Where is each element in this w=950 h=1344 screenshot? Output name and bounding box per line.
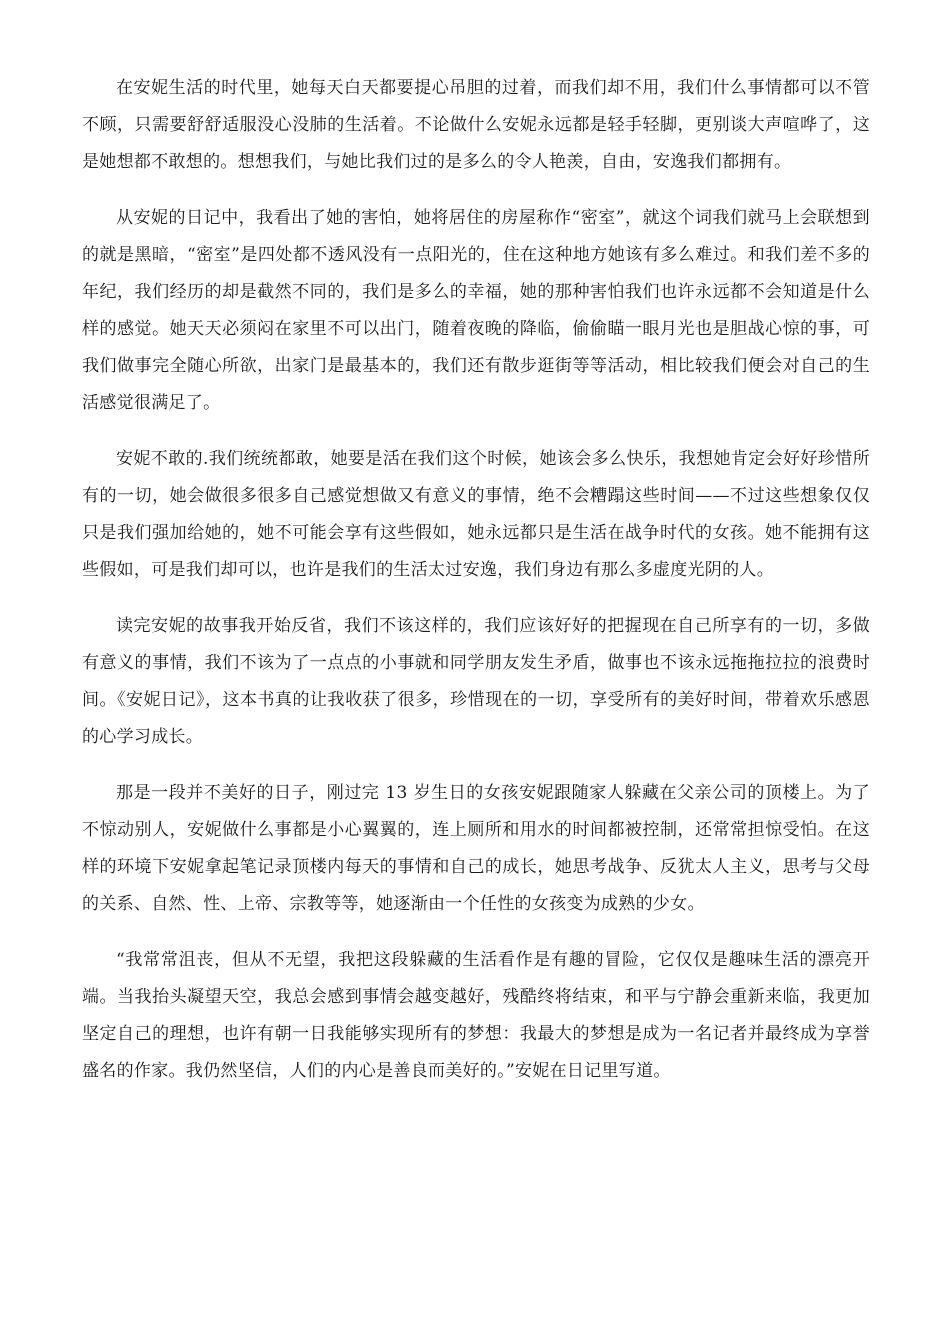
paragraph: 那是一段并不美好的日子，刚过完 13 岁生日的女孩安妮跟随家人躲藏在父亲公司的顶楼上。为了不惊动别人，安妮做什么事都是小心翼翼的，连上厕所和用水的时间都被控制，还常常担惊受怕。在这样的环境下安妮拿起笔记录顶楼内每天的事情和自己的成长，她思考战争、反犹太人主义，思考与父母的关系、自然、性、上帝、宗教等等，她逐渐由一个任性的女孩变为成熟的少女。 (82, 783, 870, 914)
paragraph: 在安妮生活的时代里，她每天白天都要提心吊胆的过着，而我们却不用，我们什么事情都可以不管不顾，只需要舒舒适服没心没肺的生活着。不论做什么安妮永远都是轻手轻脚，更别谈大声喧哗了，这是她想都不敢想的。想想我们，与她比我们过的是多么的令人艳羡，自由，安逸我们都拥有。 (82, 78, 870, 172)
paragraph: 读完安妮的故事我开始反省，我们不该这样的，我们应该好好的把握现在自己所享有的一切，多做有意义的事情，我们不该为了一点点的小事就和同学朋友发生矛盾，做事也不该永远拖拖拉拉的浪费时间。《安妮日记》，这本书真的让我收获了很多，珍惜现在的一切，享受所有的美好时间，带着欢乐感恩的心学习成长。 (82, 616, 870, 747)
paragraph: 安妮不敢的.我们统统都敢，她要是活在我们这个时候，她该会多么快乐，我想她肯定会好好珍惜所有的一切，她会做很多很多自己感觉想做又有意义的事情，绝不会糟蹋这些时间——不过这些想象仅仅只是我们强加给她的，她不可能会享有这些假如，她永远都只是生活在战争时代的女孩。她不能拥有这些假如，可是我们却可以，也许是我们的生活太过安逸，我们身边有那么多虚度光阴的人。 (82, 449, 870, 580)
paragraph: 从安妮的日记中，我看出了她的害怕，她将居住的房屋称作“密室”，就这个词我们就马上会联想到的就是黑暗，“密室”是四处都不透风没有一点阳光的，住在这种地方她该有多么难过。和我们差不多的年纪，我们经历的却是截然不同的，我们是多么的幸福，她的那种害怕我们也许永远都不会知道是什么样的感觉。她天天必须闷在家里不可以出门，随着夜晚的降临，偷偷瞄一眼月光也是胆战心惊的事，可我们做事完全随心所欲，出家门是最基本的，我们还有散步逛街等等活动，相比较我们便会对自己的生活感觉很满足了。 (82, 208, 870, 413)
paragraph: “我常常沮丧，但从不无望，我把这段躲藏的生活看作是有趣的冒险，它仅仅是趣味生活的漂亮开端。当我抬头凝望天空，我总会感到事情会越变越好，残酷终将结束，和平与宁静会重新来临，我更加坚定自己的理想，也许有朝一日我能够实现所有的梦想：我最大的梦想是成为一名记者并最终成为享誉盛名的作家。我仍然坚信，人们的内心是善良而美好的。”安妮在日记里写道。 (82, 950, 870, 1081)
